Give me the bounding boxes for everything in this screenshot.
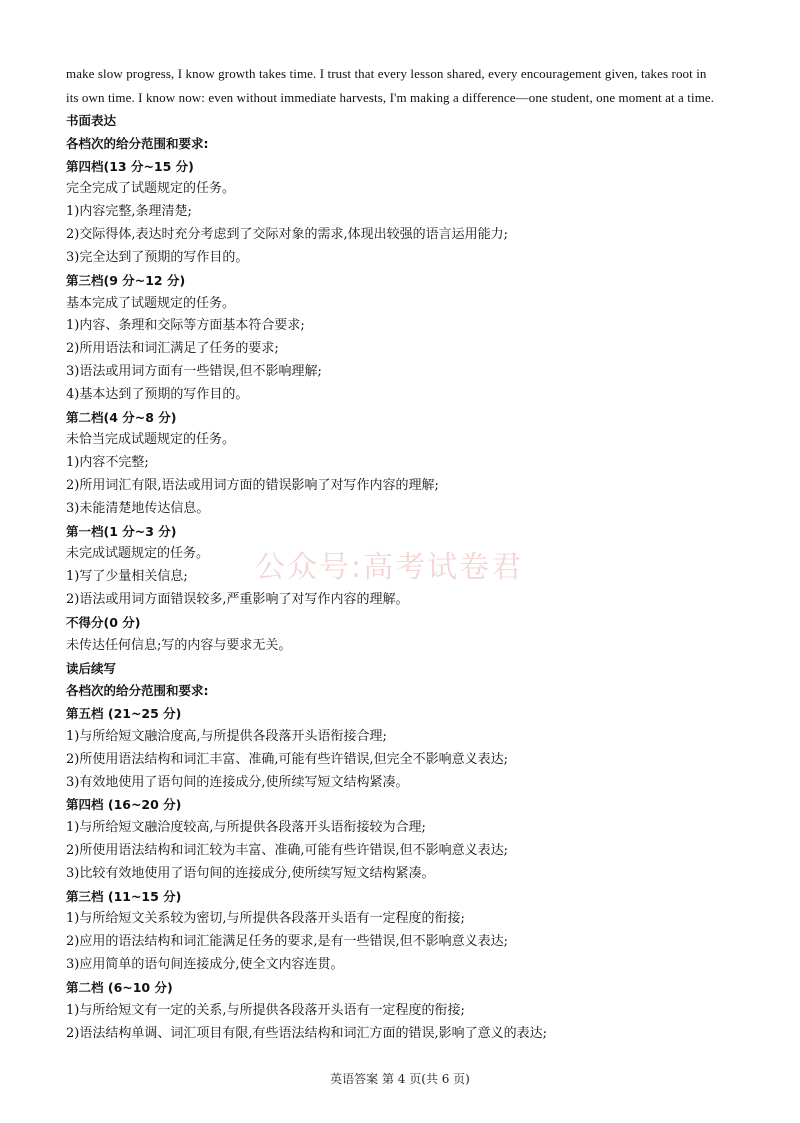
criteria-line: 2)所使用语法结构和词汇丰富、准确,可能有些许错误,但完全不影响意义表达; [66, 751, 508, 767]
criteria-line: 3)比较有效地使用了语句间的连接成分,使所续写短文结构紧凑。 [66, 865, 435, 881]
section-heading: 不得分(0 分) [66, 614, 141, 630]
section-heading: 第三档 (11~15 分) [66, 888, 182, 904]
criteria-line: 1)内容完整,条理清楚; [66, 204, 192, 220]
section-heading: 第五档 (21~25 分) [66, 706, 182, 722]
criteria-line: 完全完成了试题规定的任务。 [66, 181, 236, 197]
criteria-line: 1)与所给短文有一定的关系,与所提供各段落开头语有一定程度的衔接; [66, 1002, 465, 1018]
criteria-line: 4)基本达到了预期的写作目的。 [66, 386, 249, 402]
criteria-line: 3)应用简单的语句间连接成分,使全文内容连贯。 [66, 957, 344, 973]
criteria-line: 2)语法或用词方面错误较多,严重影响了对写作内容的理解。 [66, 592, 409, 608]
criteria-line: 2)所用词汇有限,语法或用词方面的错误影响了对写作内容的理解; [66, 478, 439, 493]
criteria-line: 1)内容不完整; [66, 455, 149, 471]
section-heading: 第四档(13 分~15 分) [66, 158, 194, 174]
criteria-line: 3)未能清楚地传达信息。 [66, 500, 210, 516]
criteria-line: 3)有效地使用了语句间的连接成分,使所续写短文结构紧凑。 [66, 774, 409, 790]
section-heading: 各档次的给分范围和要求: [66, 683, 209, 699]
criteria-line: 未恰当完成试题规定的任务。 [66, 432, 236, 448]
watermark-text: 公众号:高考试卷君 [255, 550, 524, 585]
criteria-line: 2)语法结构单调、词汇项目有限,有些语法结构和词汇方面的错误,影响了意义的表达; [66, 1025, 547, 1041]
section-heading: 第一档(1 分~3 分) [66, 523, 177, 539]
criteria-line: 2)应用的语法结构和词汇能满足任务的要求,是有一些错误,但不影响意义表达; [66, 934, 508, 950]
section-heading: 各档次的给分范围和要求: [66, 135, 209, 151]
criteria-line: 3)语法或用词方面有一些错误,但不影响理解; [66, 363, 322, 379]
intro-line: make slow progress, I know growth takes time. I trust that every lesson shared, every encouragement given, takes root in [66, 66, 707, 81]
criteria-line: 1)内容、条理和交际等方面基本符合要求; [66, 318, 305, 334]
criteria-line: 1)与所给短文融洽度高,与所提供各段落开头语衔接合理; [66, 728, 387, 744]
section-heading: 第二档 (6~10 分) [66, 979, 173, 995]
intro-paragraph [66, 62, 740, 110]
section-heading: 书面表达 [66, 113, 117, 128]
criteria-line: 未完成试题规定的任务。 [66, 546, 210, 562]
page-footer: 英语答案 第 4 页(共 6 页) [330, 1072, 470, 1086]
criteria-line: 未传达任何信息;写的内容与要求无关。 [66, 637, 292, 653]
section-heading: 第二档(4 分~8 分) [66, 409, 177, 425]
criteria-line: 2)交际得体,表达时充分考虑到了交际对象的需求,体现出较强的语言运用能力; [66, 227, 508, 243]
section-heading: 第四档 (16~20 分) [66, 797, 182, 813]
section-heading: 第三档(9 分~12 分) [66, 272, 186, 288]
criteria-line: 2)所用语法和词汇满足了任务的要求; [66, 341, 279, 357]
criteria-line: 2)所使用语法结构和词汇较为丰富、准确,可能有些许错误,但不影响意义表达; [66, 843, 508, 858]
intro-line: its own time. I know now: even without immediate harvests, I'm making a difference—one student, one moment at a time. [66, 90, 715, 105]
criteria-line: 1)写了少量相关信息; [66, 569, 188, 585]
criteria-line: 1)与所给短文融洽度较高,与所提供各段落开头语衔接较为合理; [66, 820, 426, 836]
section-heading: 读后续写 [66, 660, 117, 676]
criteria-line: 3)完全达到了预期的写作目的。 [66, 249, 249, 265]
criteria-line: 基本完成了试题规定的任务。 [66, 295, 236, 311]
criteria-line: 1)与所给短文关系较为密切,与所提供各段落开头语有一定程度的衔接; [66, 911, 465, 927]
